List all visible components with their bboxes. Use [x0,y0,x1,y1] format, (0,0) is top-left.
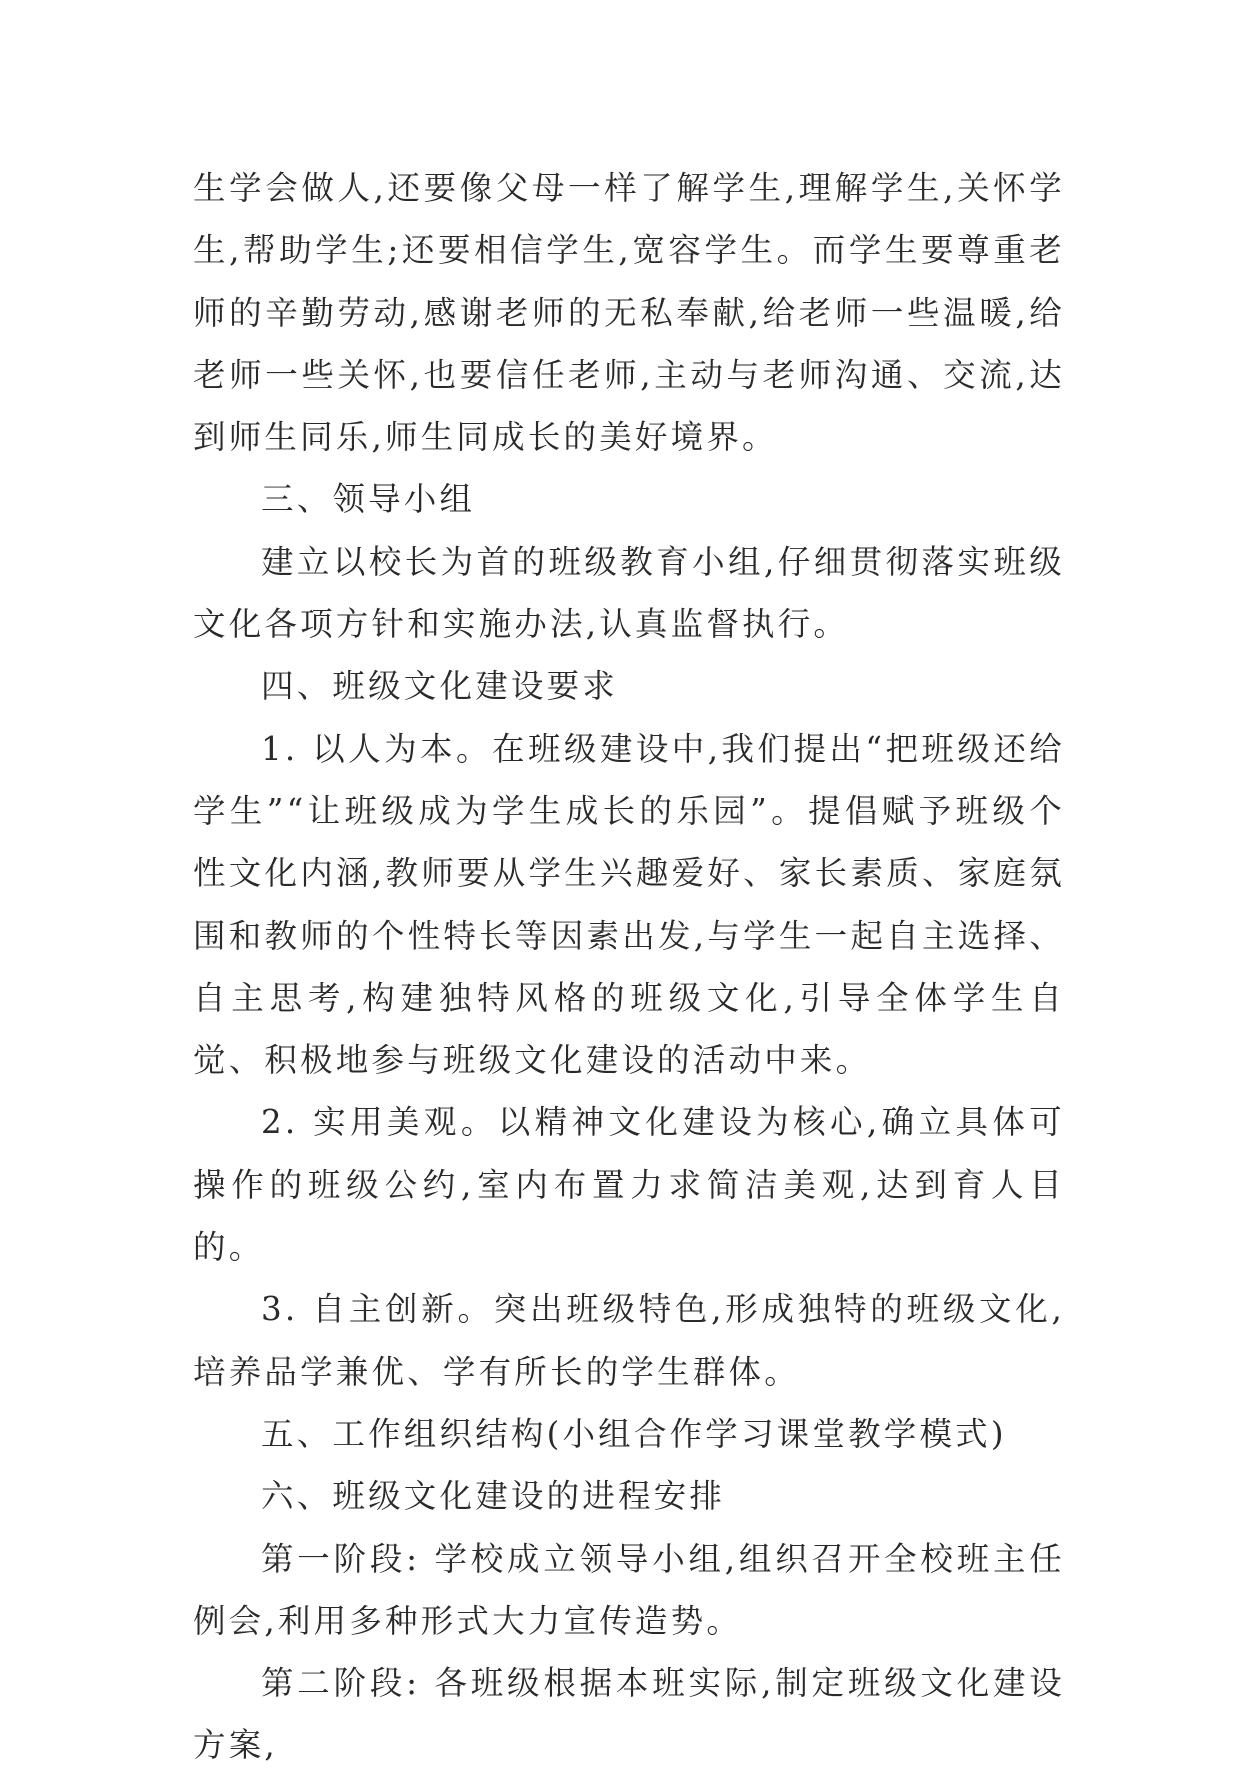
paragraph-stage-1: 第一阶段: 学校成立领导小组,组织召开全校班主任例会,利用多种形式大力宣传造势。 [193,1539,1065,1640]
document-body [193,157,1065,1777]
paragraph-requirement-2: 2. 实用美观。以精神文化建设为核心,确立具体可操作的班级公约,室内布置力求简洁美观,达到育人目的。 [193,1103,1065,1267]
paragraph-leadership-group: 建立以校长为首的班级教育小组,仔细贯彻落实班级文化各项方针和实施办法,认真监督执行。 [193,542,1065,644]
heading-class-culture-requirements: 四、班级文化建设要求 [261,667,619,706]
heading-progress-schedule: 六、班级文化建设的进程安排 [261,1477,726,1516]
paragraph-teacher-student-relationship: 生学会做人,还要像父母一样了解学生,理解学生,关怀学生,帮助学生;还要相信学生,宽容学生。而学生要尊重老师的辛勤劳动,感谢老师的无私奉献,给老师一些温暖,给老师一些关怀,也要信任老师,主动与老师沟通、交流,达到师生同乐,师生同成长的美好境界。 [193,169,1065,457]
heading-leadership-group: 三、领导小组 [261,480,476,519]
paragraph-requirement-3: 3. 自主创新。突出班级特色,形成独特的班级文化,培养品学兼优、学有所长的学生群体。 [193,1290,1065,1391]
paragraph-stage-2: 第二阶段: 各班级根据本班实际,制定班级文化建设方案, [193,1664,1065,1765]
heading-work-organization: 五、工作组织结构(小组合作学习课堂教学模式) [261,1414,1007,1453]
paragraph-requirement-1: 1. 以人为本。在班级建设中,我们提出“把班级还给学生”“让班级成为学生成长的乐园”。提倡赋予班级个性文化内涵,教师要从学生兴趣爱好、家长素质、家庭氛围和教师的个性特长等因素出发,与学生一起自主选择、自主思考,构建独特风格的班级文化,引导全体学生自觉、积极地参与班级文化建设的活动中来。 [193,729,1065,1080]
